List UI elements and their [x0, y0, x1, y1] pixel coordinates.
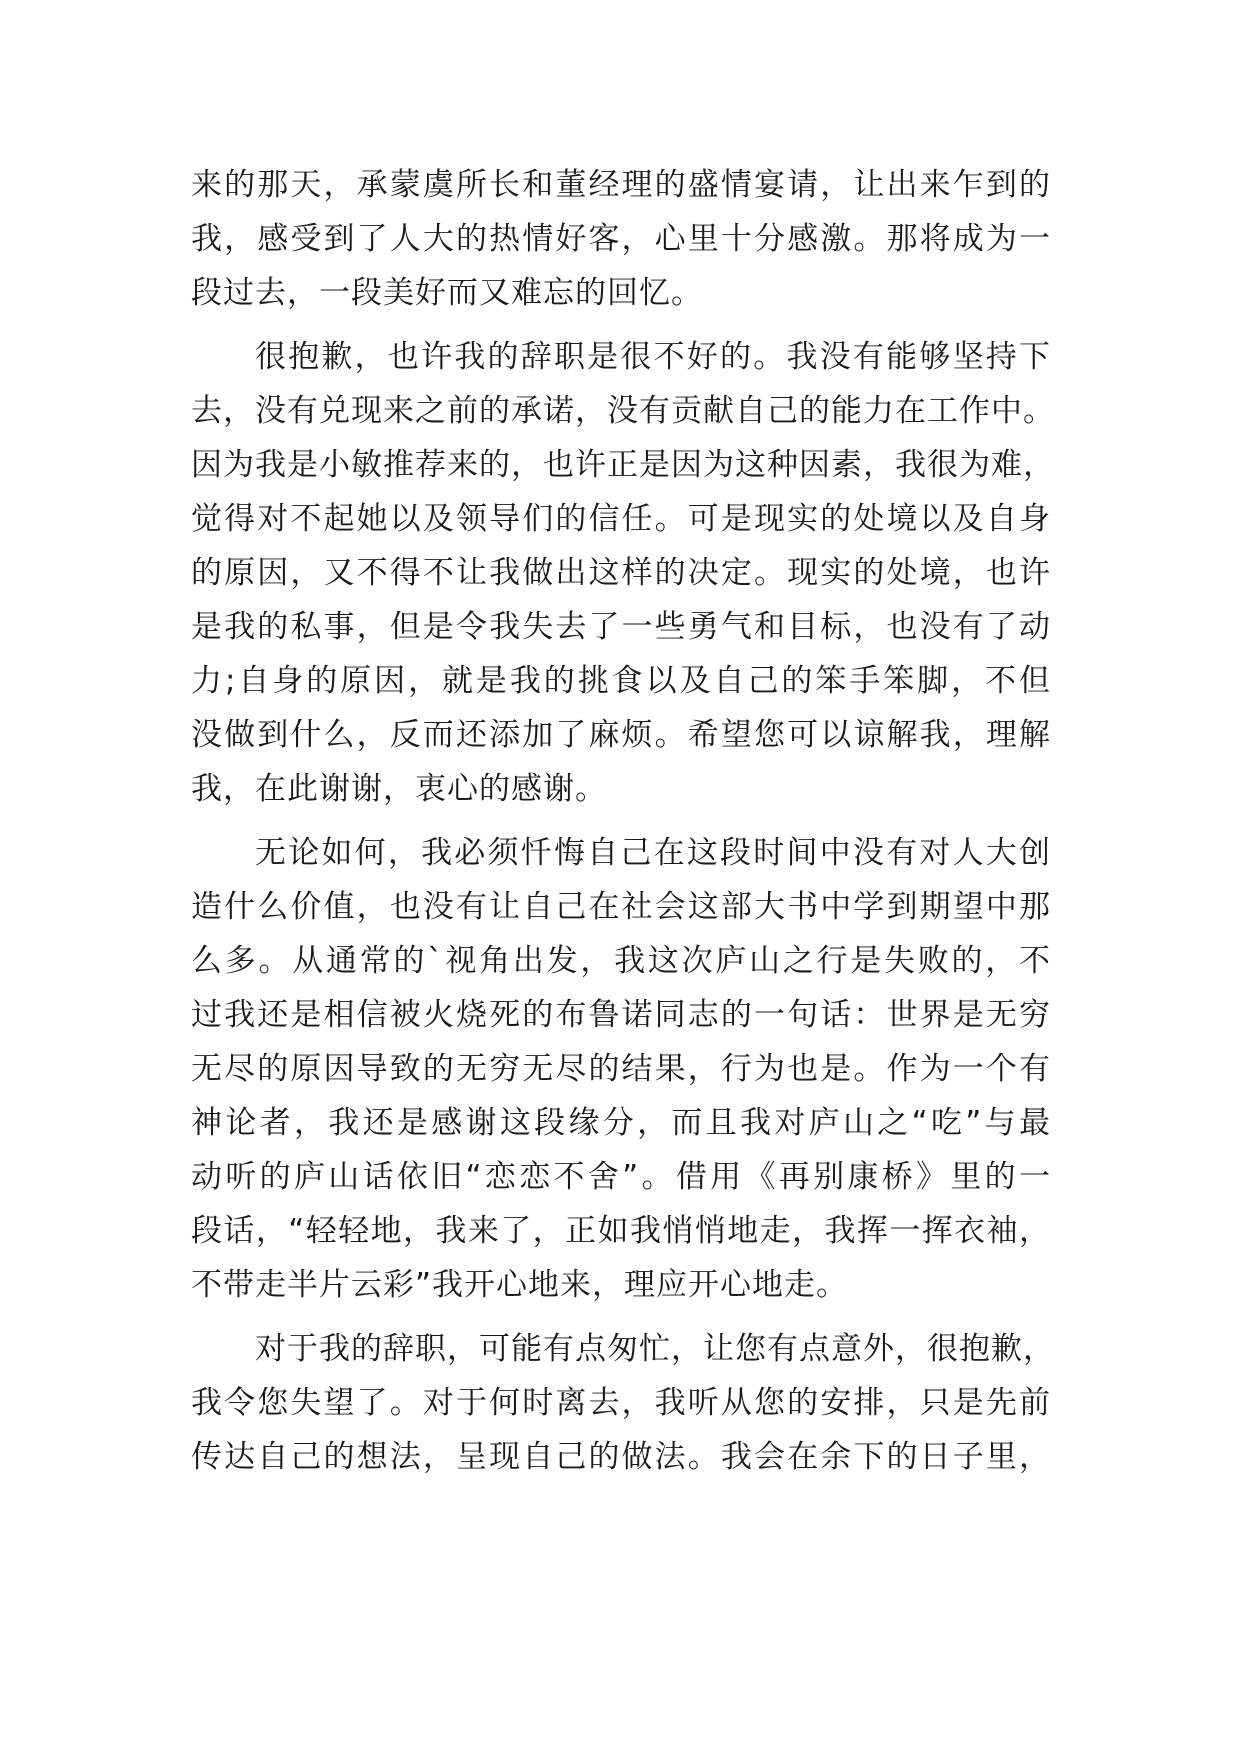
text-line: 传达自己的想法，呈现自己的做法。我会在余下的日子里，	[191, 1439, 1051, 1475]
text-line: 的原因，又不得不让我做出这样的决定。现实的处境，也许	[191, 555, 1051, 591]
body-text	[191, 158, 1055, 1484]
paragraph	[191, 158, 1051, 320]
text-line: 来的那天，承蒙虞所长和董经理的盛情宴请，让出来乍到的	[191, 167, 1051, 203]
text-line: 力;自身的原因，就是我的挑食以及自己的笨手笨脚，不但	[191, 663, 1051, 699]
text-line: 神论者，我还是感谢这段缘分，而且我对庐山之“吃”与最	[191, 1105, 1051, 1141]
text-line: 无尽的原因导致的无穷无尽的结果，行为也是。作为一个有	[191, 1051, 1051, 1087]
text-line: 因为我是小敏推荐来的，也许正是因为这种因素，我很为难，	[191, 447, 1055, 483]
text-line: 不带走半片云彩”我开心地来，理应开心地走。	[191, 1267, 849, 1303]
text-line: 动听的庐山话依旧“恋恋不舍”。借用《再别康桥》里的一	[191, 1159, 1051, 1195]
paragraph	[191, 826, 1051, 1312]
paragraph	[191, 330, 1055, 816]
text-line: 我，感受到了人大的热情好客，心里十分感激。那将成为一	[191, 221, 1051, 257]
text-line: 去，没有兑现来之前的承诺，没有贡献自己的能力在工作中。	[191, 393, 1055, 429]
text-line: 无论如何，我必须忏悔自己在这段时间中没有对人大创	[255, 835, 1051, 871]
paragraph	[191, 1322, 1055, 1484]
text-line: 觉得对不起她以及领导们的信任。可是现实的处境以及自身	[191, 501, 1051, 537]
text-line: 很抱歉，也许我的辞职是很不好的。我没有能够坚持下	[255, 339, 1051, 375]
text-line: 对于我的辞职，可能有点匆忙，让您有点意外，很抱歉，	[255, 1331, 1055, 1367]
text-line: 段过去，一段美好而又难忘的回忆。	[191, 275, 703, 311]
text-line: 没做到什么，反而还添加了麻烦。希望您可以谅解我，理解	[191, 717, 1051, 753]
text-line: 段话，“轻轻地，我来了，正如我悄悄地走，我挥一挥衣袖，	[191, 1213, 1051, 1249]
text-line: 过我还是相信被火烧死的布鲁诺同志的一句话：世界是无穷	[191, 997, 1051, 1033]
text-line: 造什么价值，也没有让自己在社会这部大书中学到期望中那	[191, 889, 1051, 925]
text-line: 么多。从通常的`视角出发，我这次庐山之行是失败的，不	[191, 943, 1051, 979]
text-line: 我，在此谢谢，衷心的感谢。	[191, 771, 607, 807]
text-line: 我令您失望了。对于何时离去，我听从您的安排，只是先前	[191, 1385, 1051, 1421]
text-line: 是我的私事，但是令我失去了一些勇气和目标，也没有了动	[191, 609, 1051, 645]
